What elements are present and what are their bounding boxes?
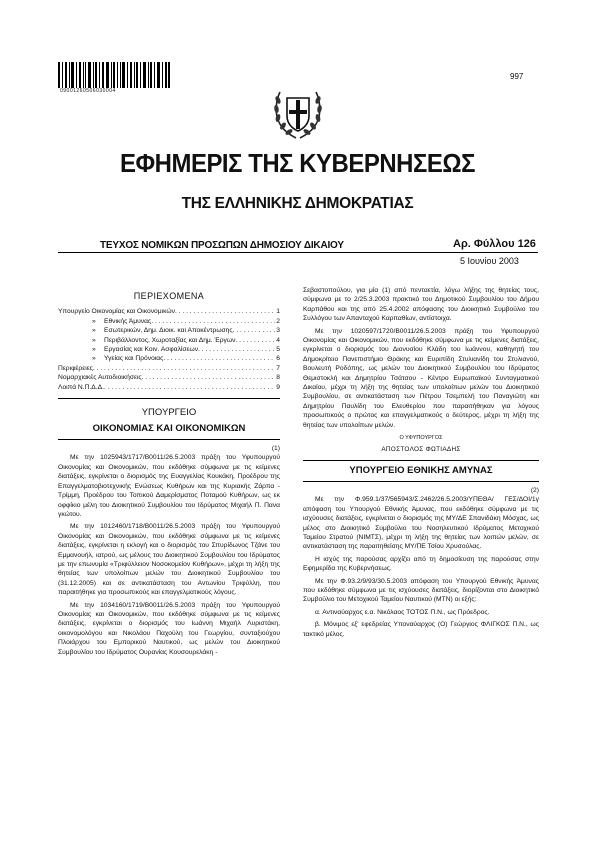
decision-number: (2): [530, 486, 539, 494]
paragraph: Η ισχύς της παρούσας αρχίζει από τη δημοσίευση της παρούσας στην Εφημερίδα της Κυβερνήσεως.: [303, 555, 539, 573]
paragraph: α. Αντιναύαρχος ε.α. Νικόλαος ΤΟΤΟΣ Π.Ν., ως Πρόεδρος.: [315, 608, 490, 616]
toc-item[interactable]: Υπουργείο Οικονομίας και Οικονομικών . . . 1: [58, 307, 280, 316]
signature-role: Ο ΥΦΥΠΟΥΡΓΟΣ: [399, 435, 443, 442]
paragraph: Με την 1020597/1720/Β0011/26.5.2003 πράξη του Υφυπουργού Οικονομίας και Οικονομικών, που εκδόθηκε σύμφωνα με τις κείμενες διατάξεις, εγκρίνεται ο διορισμός του Διονυσίου Κλάδη του Ιωάννου, καθηγητή του Δημοκρίτειο Πανεπιστήμιο Θράκης και Ευριπίδη Στυλιανίδη του Στυλιανού, Βουλευτή Ροδόπης, ως μελών του Διοικητικού Συμβουλίου του Ιδρύματος Θεμιστοκλή και Δημητρίου Τσάτσου - Κέντρο Ευρωπαϊκού Συνταγματικού Δικαίου, μέχρι τη λήξη της θητείας των υπολοίπων μελών του Διοικητικού Συμβουλίου, σε αντικατάσταση των Πέτρου Τσεμπελή του Παναγιώτη και Δημητρίου Παυλίδη του Ελευθερίου που παραιτήθηκαν για λόγους προσωπικούς ο πρώτος και επαγγελματικούς ο δεύτερος, μέχρι τη λήξη της θητείας των υπολοίπων μελών.: [303, 327, 539, 429]
toc-item[interactable]: » Υγείας και Πρόνοιας . . . 6: [58, 354, 280, 363]
section-divider: [303, 460, 539, 461]
gazette-subtitle: ΤΗΣ ΕΛΛΗΝΙΚΗΣ ΔΗΜΟΚΡΑΤΙΑΣ: [181, 195, 414, 212]
barcode: [58, 62, 170, 88]
toc-item[interactable]: » Περιβάλλοντος, Χωροταξίας και Δημ. Έργων . . . 4: [58, 336, 280, 345]
section-title: ΟΙΚΟΝΟΜΙΑΣ ΚΑΙ ΟΙΚΟΝΟΜΙΚΩΝ: [92, 423, 246, 435]
coat-of-arms-emblem: [270, 86, 326, 142]
decision-number: (1): [271, 445, 280, 453]
section-underline: [58, 439, 280, 440]
table-of-contents: [58, 307, 280, 392]
toc-item[interactable]: » Εσωτερικών, Δημ. Διοικ. και Αποκέντρωσης . . . 3: [58, 326, 280, 335]
paragraph: β. Μόνιμος εξ' εφεδρείας Υποναύαρχος (Ο) Γεώργιος ΦΛΙΓΚΟΣ Π.Ν., ως τακτικό μέλος.: [303, 621, 539, 638]
toc-item[interactable]: Λοιπά Ν.Π.Δ.Δ. . . . 9: [58, 383, 280, 392]
signature-name: ΑΠΟΣΤΟΛΟΣ ΦΩΤΙΑΔΗΣ: [381, 445, 461, 453]
paragraph: Σεβαστοπούλου, για μία (1) από πενταετία, λόγω λήξης της θητείας τους, σύμφωνα με το 2/25.3.2003 πρακτικό του Δημοτικού Συμβουλίου του Δήμου Καρπάθου και της από 25.4.2002 απόφασης του Διοικητικό Συμβούλιο του Συλλόγου των Απανταχού Καρπαθίων, αντίστοιχα.: [303, 287, 539, 323]
paragraph: Με την Φ.93.2/9/93/30.5.2003 απόφαση του Υπουργού Εθνικής Άμυνας που εκδόθηκε σύμφωνα με τις ισχύουσες διατάξεις, διορίζονται στο Διοικητικό Συμβούλιο του Μετοχικού Ταμείου Ναυτικού (ΜΤΝ) οι εξής:: [303, 577, 539, 604]
toc-item[interactable]: Νομαρχιακές Αυτοδιοικήσεις . . . 8: [58, 373, 280, 382]
paragraph: Με την 1025943/1717/Β0011/26.5.2003 πράξη του Υφυπουργού Οικονομίας και Οικονομικών, που εκδόθηκε σύμφωνα με τις κείμενες διατάξεις, εγκρίνεται ο διορισμός της Ευαγγελίας Κουκάκη, Προέδρου της Επαγγελματοβιοτεχνικής Ενώσεως Κυθήρων και της Κυριακής Ζάρπα - Τρίμμη, Προέδρου του Τοπικού Δαμερίσματος Ποταμού Κυθήρων, ως εκ οφφίκιο μέλη του Διοικητικού Συμβουλίου του Ιδρύματος Μιχαήλ Π. Πανα γκώτου.: [58, 454, 280, 518]
toc-heading: ΠΕΡΙΕΧΟΜΕΝΑ: [133, 291, 205, 301]
toc-item[interactable]: » Εργασίας και Κοιν. Ασφαλίσεων . . . 5: [58, 345, 280, 354]
page-number: 997: [510, 72, 524, 81]
barcode-number: 09001260506030004: [60, 88, 116, 94]
issue-series: ΤΕΥΧΟΣ ΝΟΜΙΚΩΝ ΠΡΟΣΩΠΩΝ ΔΗΜΟΣΙΟΥ ΔΙΚΑΙΟΥ: [100, 240, 344, 251]
left-column: [58, 292, 280, 660]
paragraph: Με την Φ.959.1/37/565943/Σ.2462/26.5.2003/ΥΠΕΘΑ/ ΓΕΣ/ΔΟΙ/1γ απόφαση του Υπουργού Εθνικής Άμυνας, που εκδόθηκε σύμφωνα με τις ισχύουσες διατάξεις, εγκρίνεται ο διορισμός της ΜΥ/ΔΕ Σπανιδάκη Μόσχας, ως μέλος στο Διοικητικό Συμβούλιο του Νοσηλευτικού Ιδρύματος Μετοχικού Ταμείου Στρατού (ΝΙΜΤΣ), μέχρι τη λήξη της θητείας των λοιπών μελών, σε αντικατάσταση της παραιτηθείσης ΜΥ/ΠΕ Τσίου Χρυσούλας.: [303, 496, 539, 551]
section-title: ΥΠΟΥΡΓΕΙΟ: [141, 407, 197, 419]
toc-item[interactable]: » Εθνικής Άμυνας . . . 2: [58, 317, 280, 326]
paragraph: Με την 1034160/1719/Β0011/26.5.2003 πράξη του Υφυπουργού Οικονομίας και Οικονομικών, που εκδόθηκε σύμφωνα με τις κείμενες διατάξεις, εγκρίνεται ο διορισμός του Ιωάννη Μιχαήλ Λυριστάκη, οικονομολόγου και Νικολάου Παχούλη του Γεωργίου, συνταξιούχου Πλοιάρχου του Εμπορικού Ναυτικού, ως μελών του Διοικητικού Συμβουλίου του Ιδρύματος Ουρανίας Κουσουρελάκη -: [58, 601, 280, 656]
toc-item[interactable]: Περιφέρειες . . . 7: [58, 364, 280, 373]
sheet-number: Αρ. Φύλλου 126: [453, 238, 536, 250]
header-rule: [58, 252, 538, 253]
paragraph: Με την 1012460/1718/Β0011/26.5.2003 πράξη του Υφυπουργού Οικονομίας και Οικονομικών, που εκδόθηκε σύμφωνα με τις κείμενες διατάξεις, εγκρίνεται η εκλογή και ο διορισμός του Σπυρίδωνος Τζάνε του Εμμανουήλ, ιατρού, ως μέλους του Διοικητικού Συμβουλίου του Ιδρύματος με την επωνυμία «Τριφύλλειον Νοσοκομείον Κυθήρων», μέχρι τη λήξη της θητείας των υπολοίπων μελών του Διοικητικού Συμβουλίου του (31.12.2005) και σε αντικατάσταση του Αντωνίου Τριφύλλη, που παραιτήθηκε για προσωπικούς και επαγγελματικούς λόγους.: [58, 523, 280, 597]
section-title: ΥΠΟΥΡΓΕΙΟ ΕΘΝΙΚΗΣ ΑΜΥΝΑΣ: [349, 464, 493, 476]
gazette-title: ΕΦΗΜΕΡΙΣ ΤΗΣ ΚΥΒΕΡΝΗΣΕΩΣ: [119, 148, 475, 178]
section-divider: [58, 398, 280, 399]
section-underline: [303, 481, 539, 482]
right-column: [303, 286, 539, 642]
issue-date: 5 Ιουνίου 2003: [460, 256, 519, 266]
